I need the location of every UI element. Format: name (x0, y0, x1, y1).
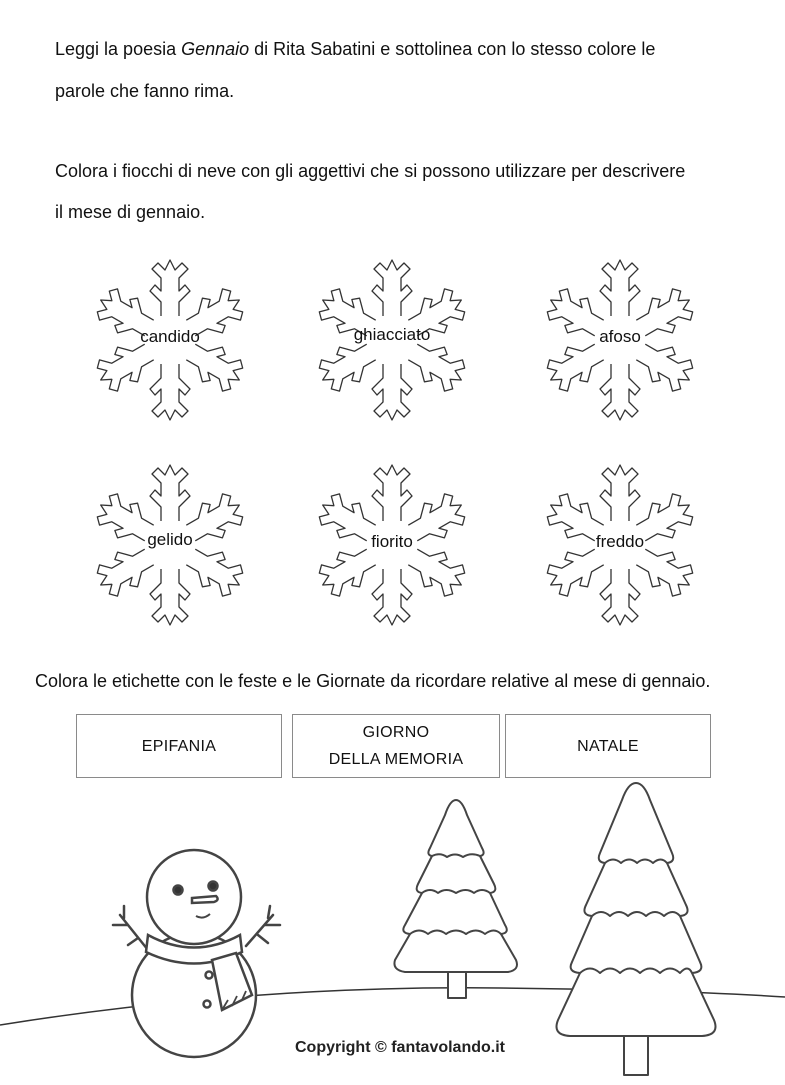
snowflake-label: fiorito (371, 532, 413, 551)
fir-tree-icon[interactable] (557, 783, 716, 1075)
tag-natale-label: NATALE (577, 737, 639, 755)
snowflake-candido[interactable] (70, 250, 270, 430)
snowflake-afoso[interactable] (520, 250, 720, 430)
snowflake-ghiacciato[interactable] (292, 250, 492, 430)
instruction-read-poem-end: di Rita Sabatini e sottolinea con lo stesso colore le (249, 39, 656, 59)
snowflake-fiorito[interactable] (292, 455, 492, 635)
instruction-color-snowflakes: Colora i fiocchi di neve con gli aggettivi che si possono utilizzare per descrivere (55, 161, 686, 181)
instruction-color-snowflakes-continued: il mese di gennaio. (55, 202, 206, 222)
tag-epifania[interactable] (76, 714, 282, 778)
snowflake-label: freddo (595, 532, 645, 551)
snowflake-freddo[interactable] (520, 455, 720, 635)
instruction-read-poem-continued: parole che fanno rima. (55, 81, 235, 101)
instruction-read-poem (55, 38, 655, 60)
instruction-color-tags: Colora le etichette con le feste e le Giornate da ricordare relative al mese di gennaio. (35, 671, 711, 691)
snowflake-label: afoso (599, 327, 641, 346)
tag-giorno-della-memoria[interactable] (292, 714, 500, 778)
snowflake-label: candido (140, 327, 200, 346)
tag-natale[interactable] (505, 714, 711, 778)
copyright-notice: Copyright © fantavolando.it (294, 1039, 505, 1056)
winter-scene (0, 780, 785, 1080)
snowman-icon[interactable] (113, 850, 280, 1057)
snowflake-label: ghiacciato (353, 325, 431, 344)
snowflake-gelido[interactable] (70, 455, 270, 635)
tag-epifania-label: EPIFANIA (141, 737, 217, 755)
fir-tree-icon[interactable] (394, 800, 517, 998)
snowflake-label: gelido (147, 530, 193, 549)
poem-title: Gennaio (181, 39, 250, 59)
tag-memoria-label-line1: GIORNO (362, 724, 430, 741)
tag-memoria-label-line2: DELLA MEMORIA (328, 751, 464, 768)
instruction-read-poem-start: Leggi la poesia (55, 39, 182, 59)
